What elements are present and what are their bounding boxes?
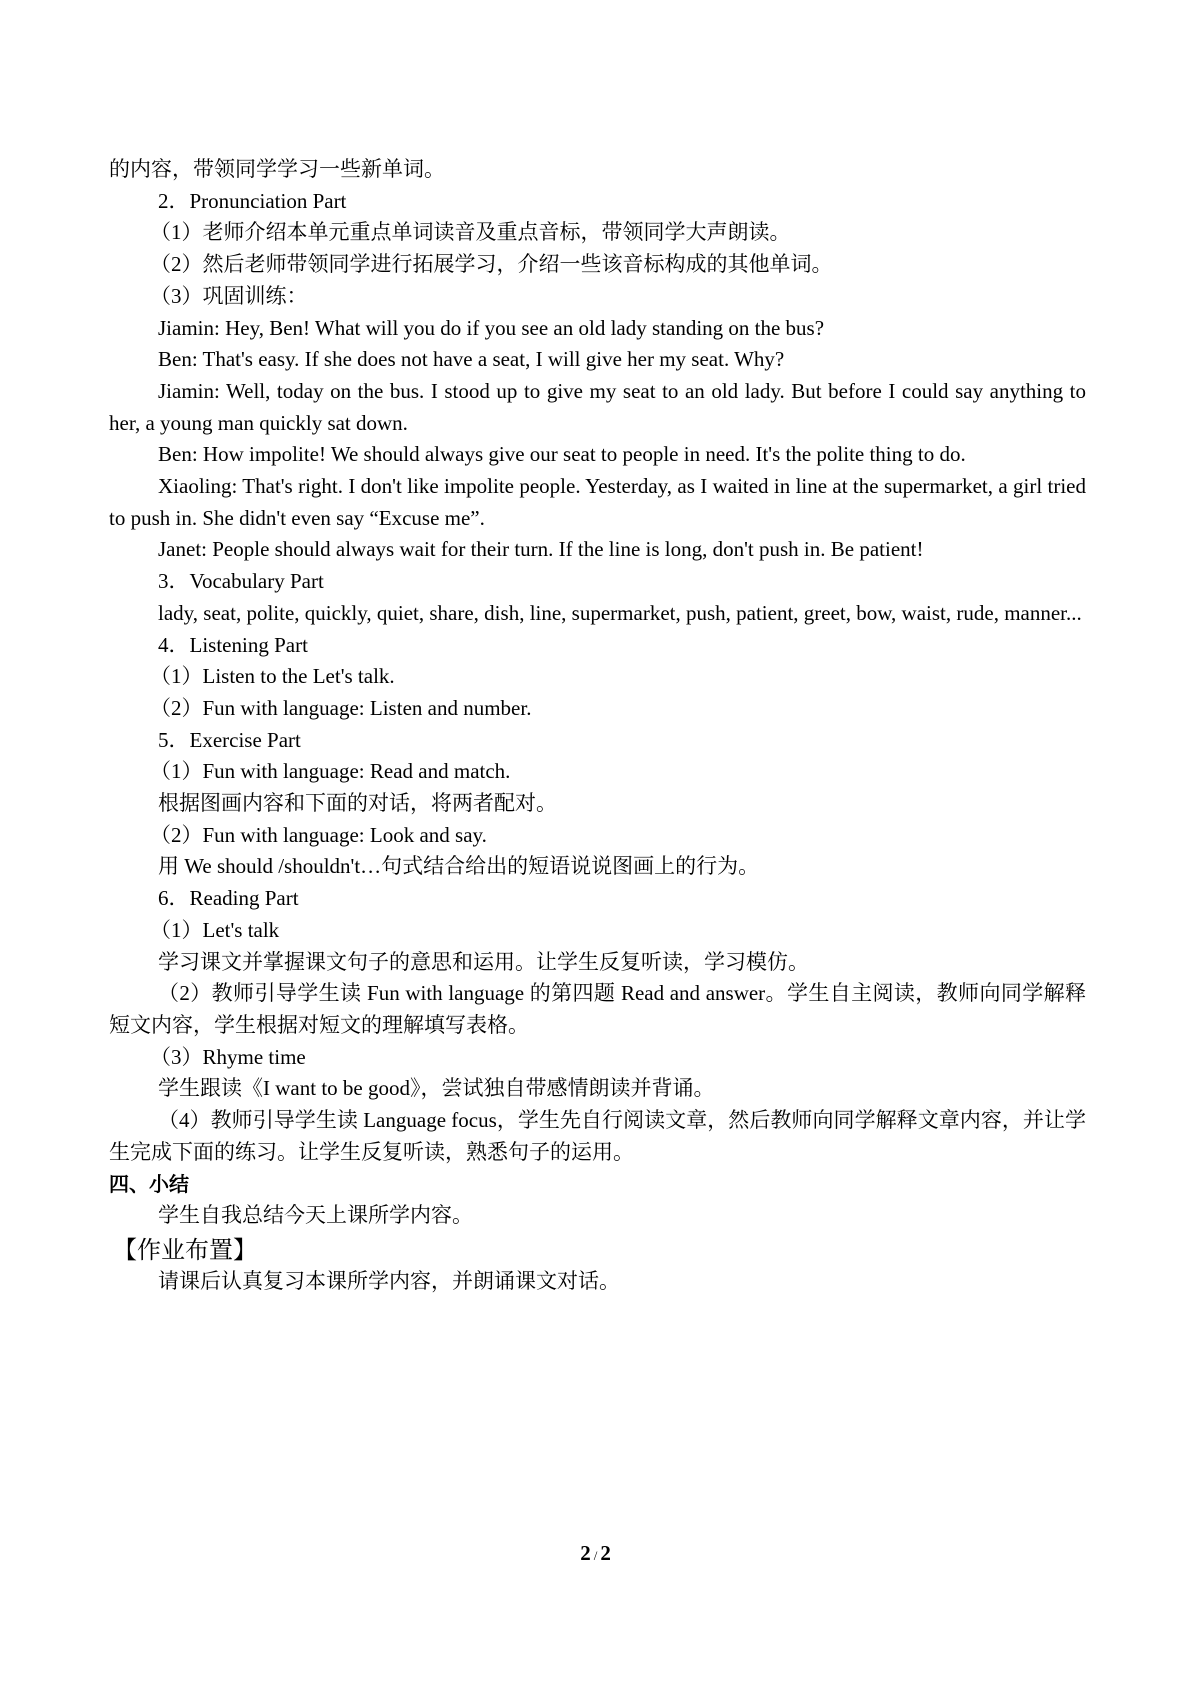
heading-exercise-part: 5．Exercise Part: [158, 727, 301, 752]
dialogue-line-ben-1: Ben: That's easy. If she does not have a seat, I will give her my seat. Why?: [158, 347, 785, 372]
heading-reading-part: 6．Reading Part: [158, 886, 299, 911]
list-item-exercise-2: （2）Fun with language: Look and say.: [150, 822, 487, 847]
homework-text: 请课后认真复习本课所学内容，并朗诵课文对话。: [158, 1268, 620, 1293]
reading-1-instruction: 学习课文并掌握课文句子的意思和运用。让学生反复听读，学习模仿。: [158, 949, 809, 974]
exercise-1-instruction: 根据图画内容和下面的对话，将两者配对。: [158, 791, 557, 816]
dialogue-line-jiamin-2: Jiamin: Well, today on the bus. I stood up to give my seat to an old lady. But before I could say anything to her, a young man quickly sat down.: [109, 378, 1086, 435]
list-item-reading-3: （3）Rhyme time: [150, 1044, 306, 1069]
heading-vocabulary-part: 3．Vocabulary Part: [158, 569, 324, 594]
list-item-reading-1: （1）Let's talk: [150, 917, 280, 942]
page-number-total: 2: [600, 1541, 611, 1565]
dialogue-line-janet: Janet: People should always wait for their turn. If the line is long, don't push in. Be patient!: [158, 537, 924, 562]
reading-3-instruction: 学生跟读《I want to be good》，尝试独自带感情朗读并背诵。: [158, 1076, 715, 1101]
list-item-pronunciation-2: （2）然后老师带领同学进行拓展学习，介绍一些该音标构成的其他单词。: [150, 252, 833, 277]
section-heading-homework: 【作业布置】: [113, 1235, 257, 1264]
list-item-listening-2: （2）Fun with language: Listen and number.: [150, 695, 532, 720]
summary-text: 学生自我总结今天上课所学内容。: [158, 1203, 473, 1228]
page-number-footer: [0, 1541, 1191, 1566]
heading-pronunciation-part: 2．Pronunciation Part: [158, 188, 347, 213]
list-item-listening-1: （1）Listen to the Let's talk.: [150, 664, 395, 689]
list-item-exercise-1: （1）Fun with language: Read and match.: [150, 759, 511, 784]
dialogue-line-ben-2: Ben: How impolite! We should always give our seat to people in need. It's the polite thing to do.: [158, 442, 966, 467]
list-item-reading-4: （4）教师引导学生读 Language focus，学生先自行阅读文章，然后教师向同学解释文章内容，并让学生完成下面的练习。让学生反复听读，熟悉句子的运用。: [109, 1108, 1086, 1164]
vocabulary-list: lady, seat, polite, quickly, quiet, share, dish, line, supermarket, push, patient, greet, bow, waist, rude, manner...: [158, 600, 1082, 625]
list-item-pronunciation-1: （1）老师介绍本单元重点单词读音及重点音标，带领同学大声朗读。: [150, 220, 791, 245]
section-heading-summary: 四、小结: [109, 1171, 189, 1196]
document-body: [109, 154, 1086, 1298]
dialogue-line-jiamin-1: Jiamin: Hey, Ben! What will you do if you see an old lady standing on the bus?: [158, 315, 825, 340]
dialogue-line-xiaoling: Xiaoling: That's right. I don't like impolite people. Yesterday, as I waited in line at the supermarket, a girl tried to push in. She didn't even say “Excuse me”.: [109, 474, 1086, 530]
list-item-pronunciation-3: （3）巩固训练：: [150, 283, 308, 308]
page-number-current: 2: [580, 1541, 591, 1565]
heading-listening-part: 4．Listening Part: [158, 632, 308, 657]
page-number-separator: /: [593, 1548, 598, 1563]
list-item-reading-2: （2）教师引导学生读 Fun with language 的第四题 Read and answer。学生自主阅读，教师向同学解释短文内容，学生根据对短文的理解填写表格。: [109, 981, 1086, 1037]
exercise-2-instruction: 用 We should /shouldn't…句式结合给出的短语说说图画上的行为。: [158, 854, 760, 879]
paragraph-intro-continuation: 的内容，带领同学学习一些新单词。: [109, 157, 445, 181]
